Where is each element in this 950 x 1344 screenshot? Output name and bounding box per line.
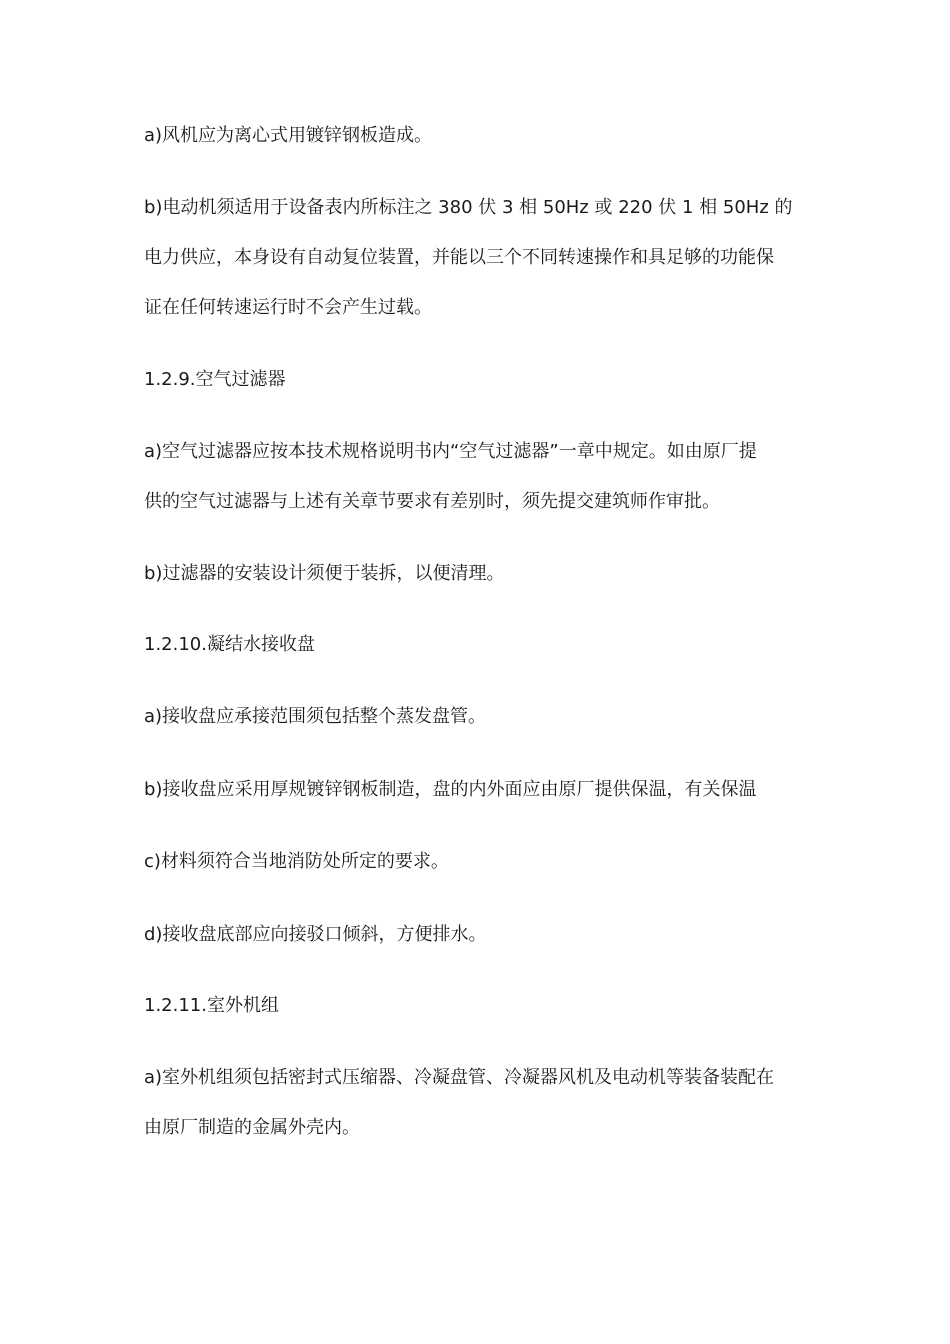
- paragraph-fan-material: [144, 111, 814, 161]
- paragraph-air-filter-install: [144, 549, 814, 599]
- text-line: b)电动机须适用于设备表内所标注之 380 伏 3 相 50Hz 或 220 伏 1 相 50Hz 的: [144, 197, 793, 218]
- paragraph-outdoor-unit: [144, 1053, 814, 1153]
- paragraph-drain-pan-slope: [144, 910, 814, 960]
- text-line: 1.2.11.室外机组: [144, 995, 279, 1016]
- text-line: 1.2.10.凝结水接收盘: [144, 634, 315, 655]
- text-line: d)接收盘底部应向接驳口倾斜，方便排水。: [144, 924, 487, 945]
- text-line: a)接收盘应承接范围须包括整个蒸发盘管。: [144, 706, 487, 727]
- section-heading-outdoor-unit: [144, 981, 814, 1031]
- text-line: b)接收盘应采用厚规镀锌钢板制造，盘的内外面应由原厂提供保温，有关保温: [144, 779, 757, 800]
- text-line: 证在任何转速运行时不会产生过载。: [144, 297, 432, 318]
- text-line: 1.2.9.空气过滤器: [144, 369, 286, 390]
- text-line: 由原厂制造的金属外壳内。: [144, 1117, 360, 1138]
- paragraph-motor-power: [144, 183, 814, 333]
- section-heading-drain-pan: [144, 620, 814, 670]
- text-line: b)过滤器的安装设计须便于装拆，以便清理。: [144, 563, 505, 584]
- text-line: a)风机应为离心式用镀锌钢板造成。: [144, 125, 433, 146]
- text-line: 供的空气过滤器与上述有关章节要求有差别时，须先提交建筑师作审批。: [144, 491, 720, 512]
- text-line: a)空气过滤器应按本技术规格说明书内“空气过滤器”一章中规定。如由原厂提: [144, 441, 757, 462]
- paragraph-drain-pan-scope: [144, 692, 814, 742]
- section-heading-air-filter: [144, 355, 814, 405]
- text-line: c)材料须符合当地消防处所定的要求。: [144, 851, 449, 872]
- paragraph-air-filter-spec: [144, 427, 814, 527]
- paragraph-drain-pan-material: [144, 765, 814, 815]
- text-line: a)室外机组须包括密封式压缩器、冷凝盘管、冷凝器风机及电动机等装备装配在: [144, 1067, 775, 1088]
- paragraph-drain-pan-fire: [144, 837, 814, 887]
- text-line: 电力供应，本身设有自动复位装置，并能以三个不同转速操作和具足够的功能保: [144, 247, 774, 268]
